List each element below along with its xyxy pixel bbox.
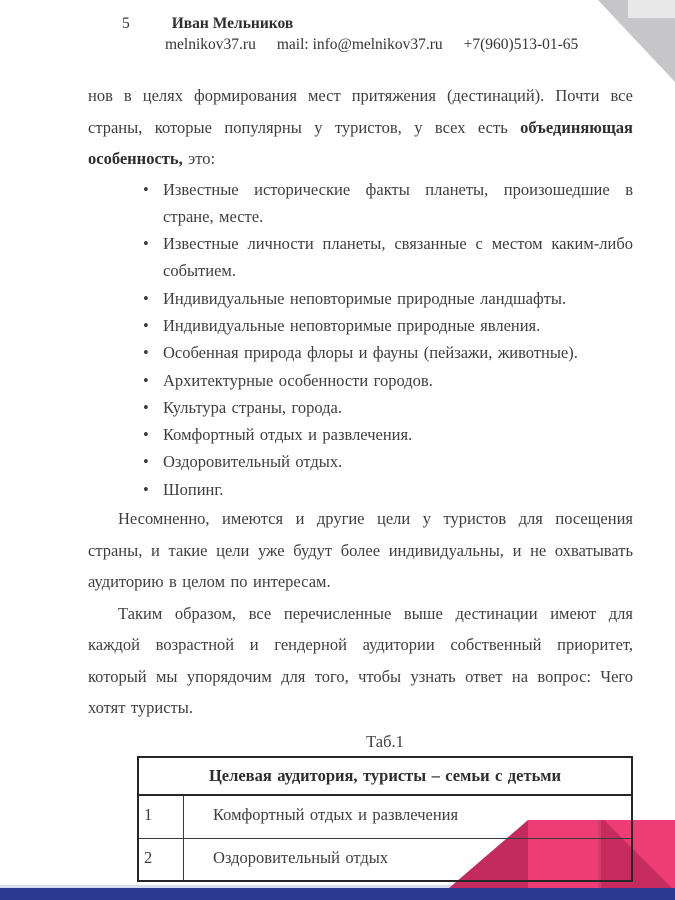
header-contacts-line [165,34,578,55]
author-name: Иван Мельников [171,15,294,32]
paragraph-intro [88,80,633,175]
header-author-line [122,13,578,34]
list-item [88,421,633,448]
table-row [138,795,632,838]
list-item-text: Культура страны, города. [163,397,342,417]
bullet-icon: • [143,452,149,472]
paragraph-intro-text: нов в целях формирования мест притяжения (дестинаций). Почти все страны, которые популярны у туристов, у всех есть [88,86,633,137]
list-item [88,367,633,394]
list-item-text: Оздоровительный отдых. [163,452,343,472]
list-item [88,312,633,339]
bullet-icon: • [143,179,149,199]
paragraph-intro-tail: это: [182,149,216,168]
bullet-icon: • [143,234,149,254]
paragraph-intro-bold: объединяющая особенность, [88,117,633,168]
bullet-icon: • [143,479,149,499]
table-header-row [138,757,632,796]
row-value-cell: Комфортный отдых и развлечения [184,795,633,838]
list-item [88,394,633,421]
list-item [88,476,633,503]
email-text: mail: info@melnikov37.ru [276,36,443,53]
bullet-icon: • [143,425,149,445]
list-item-text: Шопинг. [163,479,224,499]
destination-features-list [88,176,633,504]
paragraph-conclusion: Таким образом, все перечисленные выше дестинации имеют для каждой возрастной и гендерной аудитории собственный приоритет, который мы упорядочим для того, чтобы узнать ответ на вопрос: Чего хотят туристы. [88,603,633,718]
table-row [138,838,632,881]
website-text: melnikov37.ru [165,36,256,53]
footer-blue-bar [0,888,675,900]
list-item-text: Известные личности планеты, связанные с местом каким-либо событием. [163,234,633,281]
list-item [88,176,633,231]
list-item-text: Индивидуальные неповторимые природные явления. [163,315,541,335]
table-header-cell: Целевая аудитория, туристы – семьи с детьми [138,757,632,796]
row-number-cell: 1 [138,795,184,838]
list-item [88,339,633,366]
list-item-text: Комфортный отдых и развлечения. [163,425,413,445]
bullet-icon: • [143,288,149,308]
bullet-icon: • [143,397,149,417]
list-item-text: Известные исторические факты планеты, произошедшие в стране, месте. [163,179,633,226]
bullet-icon: • [143,370,149,390]
bullet-icon: • [143,343,149,363]
document-body [88,80,633,882]
row-number-cell: 2 [138,838,184,881]
list-item [88,448,633,475]
bullet-icon: • [143,315,149,335]
paragraph-other-goals: Несомненно, имеются и другие цели у туристов для посещения страны, и такие цели уже будут более индивидуальны, и не охватывать аудиторию в целом по интересам. [88,509,633,592]
row-value-cell: Оздоровительный отдых [184,838,633,881]
page-number: 5 [122,15,130,32]
list-item [88,285,633,312]
corner-rectangle-decoration [628,0,675,18]
page-header [122,13,578,55]
list-item-text: Индивидуальные неповторимые природные ландшафты. [163,288,567,308]
target-audience-table [137,756,633,883]
list-item-text: Особенная природа флоры и фауны (пейзажи, животные). [163,343,578,363]
list-item [88,230,633,285]
list-item-text: Архитектурные особенности городов. [163,370,433,390]
phone-text: +7(960)513-01-65 [463,36,579,53]
table-caption: Таб.1 [366,731,404,751]
